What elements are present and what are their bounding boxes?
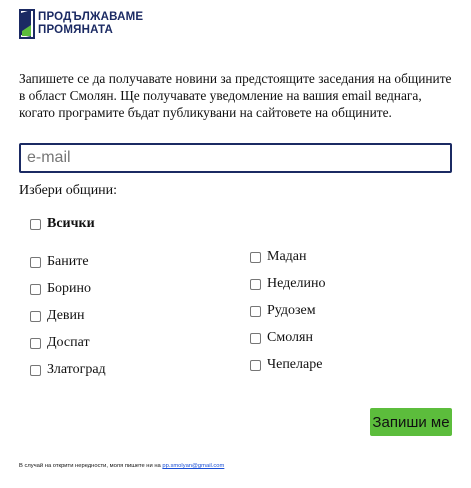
door-logo-icon bbox=[19, 9, 35, 39]
footer-text: В случай на открити нередности, моля пишете ни на bbox=[19, 463, 163, 469]
checkbox-box[interactable] bbox=[250, 333, 261, 344]
municipalities-label: Избери общини: bbox=[19, 183, 118, 198]
subscribe-button[interactable]: Запиши ме bbox=[370, 408, 452, 436]
checkbox-box[interactable] bbox=[30, 365, 41, 376]
checkbox-box[interactable] bbox=[250, 306, 261, 317]
checkbox-banite[interactable] bbox=[30, 254, 89, 270]
logo bbox=[19, 9, 143, 39]
checkbox-nedelino[interactable] bbox=[250, 276, 325, 292]
checkbox-label: Девин bbox=[47, 308, 85, 323]
logo-line-2: ПРОМЯНАТА bbox=[38, 24, 114, 36]
checkbox-box[interactable] bbox=[250, 360, 261, 371]
footer-note bbox=[19, 463, 224, 469]
logo-line-1: ПРОДЪЛЖАВАМЕ bbox=[38, 11, 144, 23]
checkbox-box[interactable] bbox=[250, 252, 261, 263]
checkbox-box[interactable] bbox=[30, 219, 41, 230]
checkbox-label: Мадан bbox=[267, 249, 307, 264]
checkbox-box[interactable] bbox=[30, 311, 41, 322]
checkbox-zlatograd[interactable] bbox=[30, 362, 106, 378]
checkbox-label: Доспат bbox=[47, 335, 90, 350]
checkbox-devin[interactable] bbox=[30, 308, 85, 324]
checkbox-smolyan[interactable] bbox=[250, 330, 313, 346]
checkbox-label: Неделино bbox=[267, 276, 326, 291]
checkbox-label: Златоград bbox=[47, 362, 106, 377]
checkbox-box[interactable] bbox=[30, 284, 41, 295]
checkbox-box[interactable] bbox=[30, 257, 41, 268]
checkbox-all[interactable] bbox=[30, 216, 95, 232]
contact-email-link[interactable]: pp.smolyan@gmail.com bbox=[162, 463, 225, 469]
checkbox-chepelare[interactable] bbox=[250, 357, 322, 373]
checkbox-dospat[interactable] bbox=[30, 335, 90, 351]
checkbox-label: Баните bbox=[47, 254, 89, 269]
checkbox-madan[interactable] bbox=[250, 249, 307, 265]
checkbox-box[interactable] bbox=[30, 338, 41, 349]
checkbox-box[interactable] bbox=[250, 279, 261, 290]
checkbox-all-label: Всички bbox=[47, 216, 95, 231]
checkbox-rudozem[interactable] bbox=[250, 303, 316, 319]
checkbox-label: Борино bbox=[47, 281, 92, 296]
checkbox-label: Смолян bbox=[267, 330, 313, 345]
checkbox-borino[interactable] bbox=[30, 281, 91, 297]
intro-text: Запишете се да получавате новини за предстоящите заседания на общините в област Смолян. Ще получавате уведомление на вашия email веднага, когато програмите бъдат публикувани на сайтовете на общините. bbox=[19, 71, 452, 120]
email-input[interactable] bbox=[19, 143, 452, 173]
checkbox-label: Чепеларе bbox=[267, 357, 323, 372]
checkbox-label: Рудозем bbox=[267, 303, 316, 318]
